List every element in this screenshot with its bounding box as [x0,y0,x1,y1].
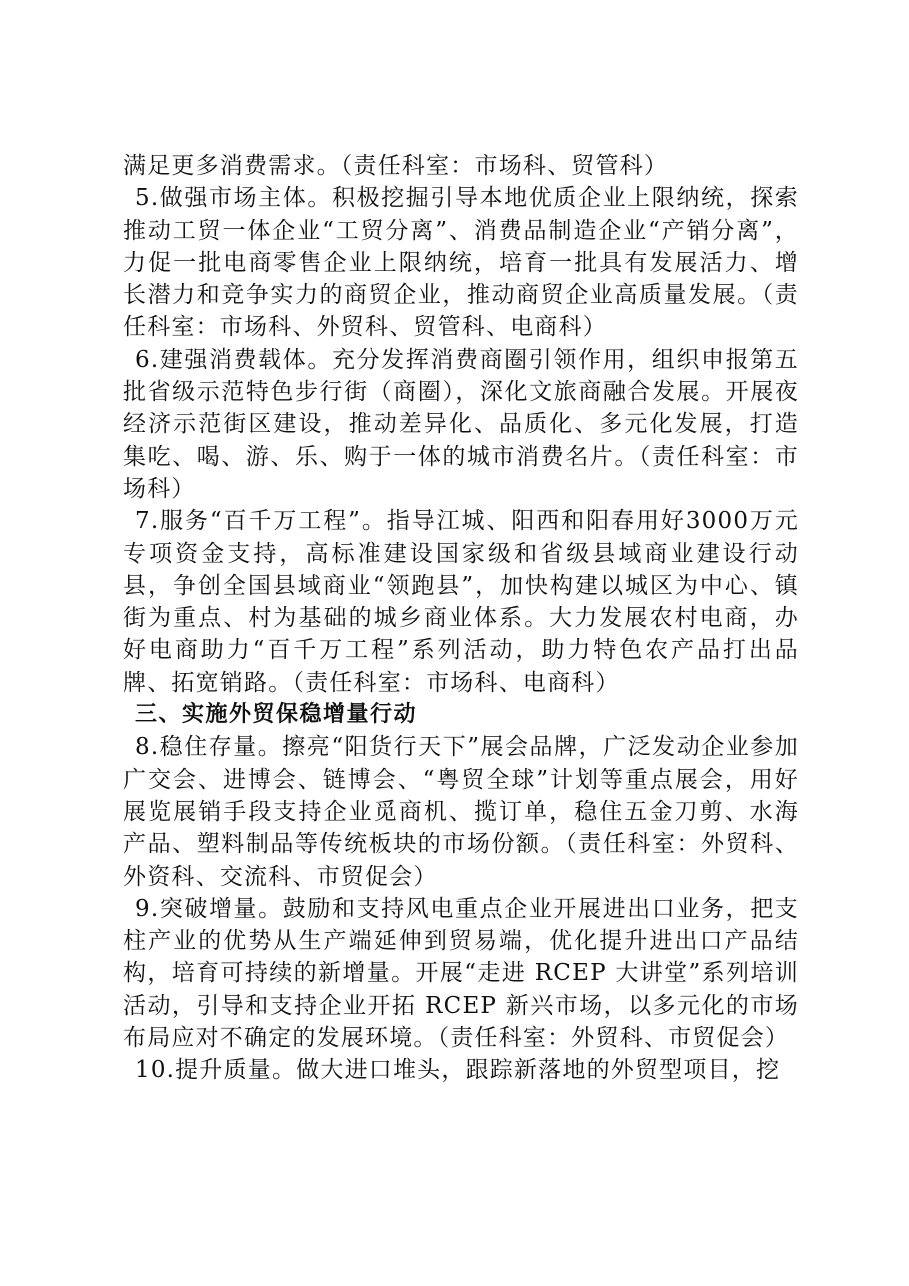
paragraph-continuation: 满足更多消费需求。（责任科室：市场科、贸管科） [123,153,669,179]
paragraph-item-9: 9.突破增量。鼓励和支持风电重点企业开展进出口业务，把支柱产业的优势从生产端延伸到贸易端，优化提升进出口产品结构，培育可持续的新增量。开展“走进 RCEP 大讲堂”系列培训活动，引导和支持企业开拓 RCEP 新兴市场，以多元化的市场布局应对不确定的发展环境。（责任科室：外贸科、市贸促会） [123,895,799,1052]
section-heading-3: 三、实施外贸保稳增量行动 [135,702,418,728]
paragraph-item-8: 8.稳住存量。擦亮“阳货行天下”展会品牌，广泛发动企业参加广交会、进博会、链博会、“粤贸全球”计划等重点展会，用好展览展销手段支持企业觅商机、揽订单，稳住五金刀剪、水海产品、塑料制品等传统板块的市场份额。（责任科室：外贸科、外资科、交流科、市贸促会） [123,734,799,890]
paragraph-item-6: 6.建强消费载体。充分发挥消费商圈引领作用，组织申报第五批省级示范特色步行街（商圈），深化文旅商融合发展。开展夜经济示范街区建设，推动差异化、品质化、多元化发展，打造集吃、喝、游、乐、购于一体的城市消费名片。（责任科室：市场科） [123,346,799,502]
paragraph-item-7: 7.服务“百千万工程”。指导江城、阳西和阳春用好3000万元专项资金支持，高标准建设国家级和省级县域商业建设行动县，争创全国县域商业“领跑县”，加快构建以城区为中心、镇街为重点、村为基础的城乡商业体系。大力发展农村电商，办好电商助力“百千万工程”系列活动，助力特色农产品打出品牌、拓宽销路。（责任科室：市场科、电商科） [123,508,799,696]
document-body [123,150,799,1087]
paragraph-item-5: 5.做强市场主体。积极挖掘引导本地优质企业上限纳统，探索推动工贸一体企业“工贸分离”、消费品制造企业“产销分离”，力促一批电商零售企业上限纳统，培育一批具有发展活力、增长潜力和竞争实力的商贸企业，推动商贸企业高质量发展。（责任科室：市场科、外贸科、贸管科、电商科） [123,185,799,341]
paragraph-item-10: 10.提升质量。做大进口堆头，跟踪新落地的外贸型项目，挖 [135,1057,781,1084]
